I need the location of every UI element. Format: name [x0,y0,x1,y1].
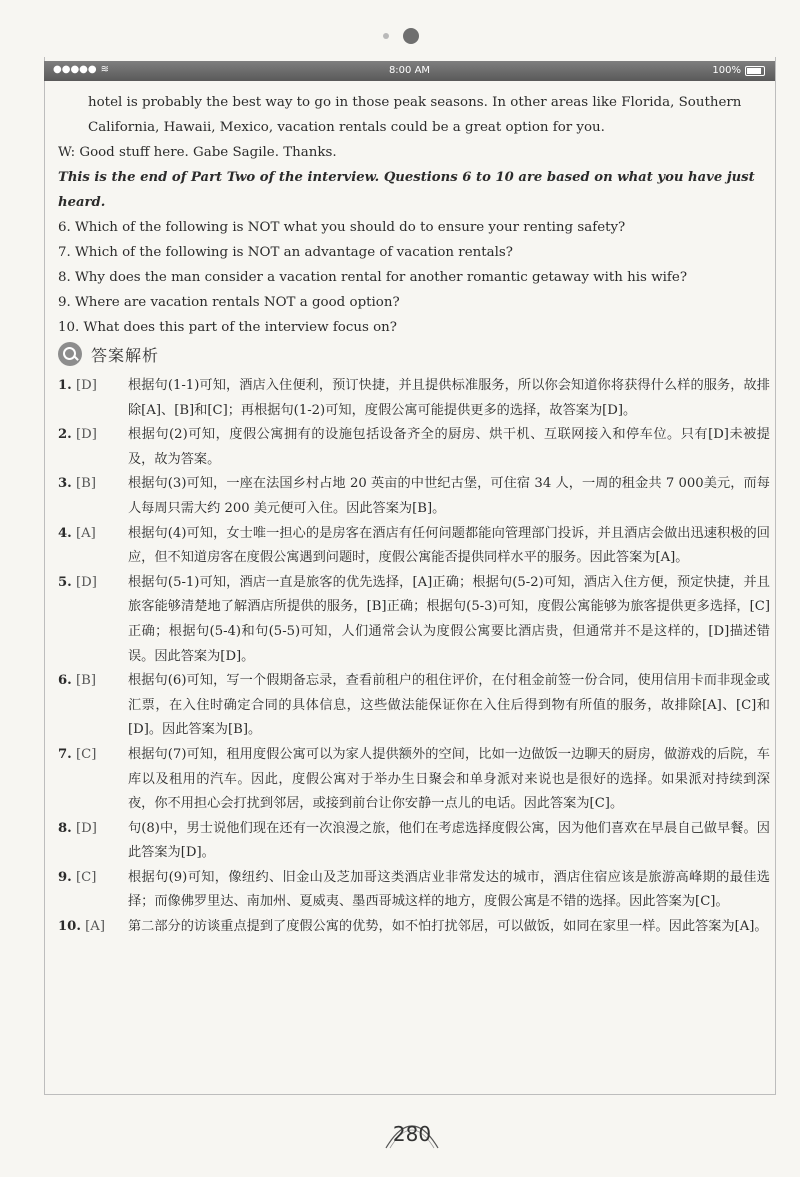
battery-percent: 100% [712,65,741,76]
answer-item [58,472,770,521]
answer-item [58,571,770,669]
answer-explanation: 根据句(6)可知，写一个假期备忘录，查看前租户的租住评价，在付租金前签一份合同，使用信用卡而非现金或汇票，在入住时确定合同的具体信息，这些做法能保证你在入住后得到物有所值的服务，故排除[A]、[C]和[D]。因此答案为[B]。 [128,673,770,738]
answer-item [58,522,770,571]
page-number: 280 [392,1122,432,1146]
answer-explanation: 根据句(7)可知，租用度假公寓可以为家人提供额外的空间，比如一边做饭一边聊天的厨房，做游戏的后院，车库以及租用的汽车。因此，度假公寓对于举办生日聚会和单身派对来说也是很好的选择。如果派对持续到深夜，你不用担心会打扰到邻居，或接到前台让你安静一点儿的电话。因此答案为[C]。 [128,746,770,812]
answer-item [58,817,770,866]
battery-indicator [712,65,765,76]
answer-item [58,669,770,743]
answer-letter: [D] [75,378,97,393]
wifi-icon: ≋ [100,64,110,75]
answer-explanation: 根据句(3)可知，一座在法国乡村占地 20 英亩的中世纪古堡，可住宿 34 人，一周的租金共 7 000美元，而每人每周只需大约 200 美元便可入住。因此答案为[B]。 [128,476,770,516]
answer-item [58,423,770,472]
answer-letter: [D] [75,820,97,836]
answer-item [58,743,770,817]
speaker-w-line: W: Good stuff here. Gabe Sagile. Thanks. [58,145,337,160]
answer-explanation: 根据句(5-1)可知，酒店一直是旅客的优先选择，[A]正确；根据句(5-2)可知，酒店入住方便，预定快捷，并且旅客能够清楚地了解酒店所提供的服务，[B]正确；根据句(5-3)可知，度假公寓能够为旅客提供更多选择，[C]正确；根据句(5-4)和句(5-5)可知，人们通常会认为度假公寓要比酒店贵，但通常并不是这样的，[D]描述错误。因此答案为[D]。 [128,574,770,664]
question-item: 7. Which of the following is NOT an advantage of vacation rentals? [58,245,513,260]
status-bar [44,61,775,81]
part-end-note: This is the end of Part Two of the interview. Questions 6 to 10 are based on what you have just heard. [58,170,755,210]
answer-explanation: 根据句(2)可知，度假公寓拥有的设施包括设备齐全的厨房、烘干机、互联网接入和停车位。只有[D]未被提及，故为答案。 [128,427,770,467]
answer-number: 4. [58,525,72,541]
answer-explanation: 根据句(4)可知，女士唯一担心的是房客在酒店有任何问题都能向管理部门投诉，并且酒店会做出迅速积极的回应，但不知道房客在度假公寓遇到问题时，度假公寓能否提供同样水平的服务。因此答案为[A]。 [128,525,770,566]
page-number-badge [382,1110,442,1158]
answer-letter: [C] [75,869,97,885]
answer-item [58,915,770,940]
answer-letter: [D] [75,427,97,443]
camera-dot-small [383,33,389,39]
battery-icon [745,66,765,76]
answer-number: 6. [58,673,72,689]
transcript-section [58,90,764,340]
answer-letter: [A] [85,919,105,935]
answer-number: 1. [58,378,72,393]
answer-number: 7. [58,746,72,762]
answer-section-header [58,341,159,367]
answer-section-title: 答案解析 [91,345,160,365]
answer-list [58,374,770,940]
answer-letter: [C] [75,746,97,762]
answer-number: 10. [58,919,81,935]
answer-letter: [D] [75,574,97,590]
magnifier-icon [58,342,82,366]
answer-letter: [B] [75,476,96,492]
question-item: 10. What does this part of the interview focus on? [58,320,397,335]
question-item: 8. Why does the man consider a vacation rental for another romantic getaway with his wife? [58,270,687,285]
status-time: 8:00 AM [388,65,431,76]
answer-item [58,866,770,915]
question-item: 6. Which of the following is NOT what you should do to ensure your renting safety? [58,220,626,235]
answer-item [58,374,770,423]
answer-explanation: 根据句(1-1)可知，酒店入住便利，预订快捷，并且提供标准服务，所以你会知道你将获得什么样的服务，故排除[A]、[B]和[C]；再根据句(1-2)可知，度假公寓可能提供更多的选择，故答案为[D]。 [128,378,770,418]
answer-number: 3. [58,476,72,492]
question-item: 9. Where are vacation rentals NOT a good option? [58,295,400,310]
answer-number: 2. [58,427,72,443]
camera-dot-large [403,28,419,44]
answer-number: 9. [58,869,72,885]
signal-strength: ●●●●● ≋ [53,64,110,75]
answer-explanation: 句(8)中，男士说他们现在还有一次浪漫之旅，他们在考虑选择度假公寓，因为他们喜欢在早晨自己做早餐。因此答案为[D]。 [128,820,770,861]
answer-number: 5. [58,574,72,590]
transcript-continued: hotel is probably the best way to go in those peak seasons. In other areas like Florida, Southern California, Hawaii, Mexico, vacation rentals could be a great option for you. [88,95,742,135]
answer-letter: [A] [75,525,96,541]
answer-letter: [B] [75,673,96,689]
answer-number: 8. [58,820,72,836]
top-camera-dots [0,26,800,48]
answer-explanation: 根据句(9)可知，像纽约、旧金山及芝加哥这类酒店业非常发达的城市，酒店住宿应该是旅游高峰期的最佳选择；而像佛罗里达、南加州、夏威夷、墨西哥城这样的地方，度假公寓是不错的选择。因此答案为[C]。 [128,869,770,910]
answer-explanation: 第二部分的访谈重点提到了度假公寓的优势，如不怕打扰邻居，可以做饭，如同在家里一样。因此答案为[A]。 [128,919,768,935]
